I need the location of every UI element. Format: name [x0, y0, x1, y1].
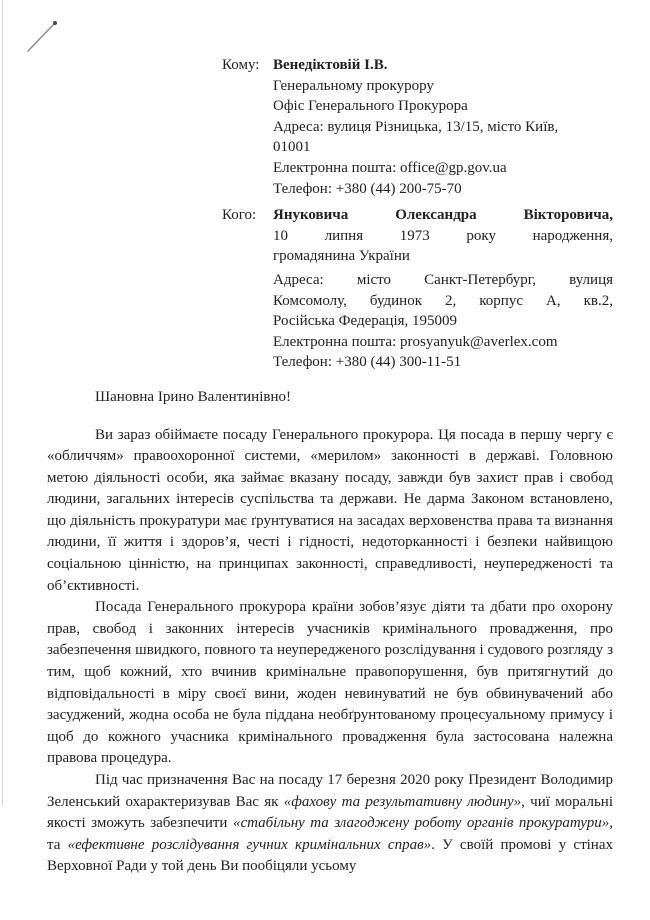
recipient-to-content	[273, 55, 613, 199]
recipient-to-label: Кому:	[222, 57, 260, 73]
paragraph-3-quote-3: «ефективне розслідування гучних кримінальних справ»	[67, 836, 432, 853]
sender-from-address1: Адреса: місто Санкт-Петербург, вулиця	[273, 271, 613, 288]
sender-from-address3: Російська Федерація, 195009	[273, 313, 458, 330]
paragraph-2: Посада Генерального прокурора країни зобов’язує діяти та дбати про охорону прав, свобод і законних інтересів учасників кримінального провадження, про забезпечення швидкого, повного та неупередженого розслідування і судового розгляду з тим, щоб кожний, хто вчинив кримінальне правопорушення, був притягнутий до відповідальності в міру своєї вини, жоден невинуватий не був обвинувачений або засуджений, жодна особа не була піддана необґрунтованому процесуальному примусу і щоб до кожного учасника кримінального провадження була застосована належна правова процедура.	[47, 599, 613, 767]
sender-from-label: Кого:	[222, 207, 257, 224]
sender-from-phone: Телефон: +380 (44) 300-11-51	[273, 354, 462, 371]
paragraph-3-text-3: , та	[47, 815, 613, 853]
recipient-to-email: Електронна пошта: office@gp.gov.ua	[273, 159, 507, 176]
paragraph-3-text-2: , чиї моральні якості зможуть забезпечити	[47, 793, 613, 832]
letter-body	[47, 55, 613, 878]
paragraph-3-text-1: Під час призначення Вас на посаду 17 березня 2020 року Президент Володимир Зеленський охарактеризував Вас як	[47, 772, 613, 810]
recipient-to-address1: Адреса: вулиця Різницька, 13/15, місто Київ,	[273, 118, 559, 135]
recipient-to-org1: Генеральному прокурору	[273, 77, 434, 94]
paragraph-3	[47, 770, 613, 878]
recipient-to-address2: 01001	[273, 139, 311, 156]
paragraph-3-quote-1: «фахову та результативну людину»	[283, 793, 522, 810]
sender-from-name: Януковича Олександра Вікторовича,	[273, 207, 613, 224]
sender-from-block	[222, 205, 613, 373]
scan-edge-artifact	[2, 0, 3, 806]
recipient-to-block	[222, 55, 613, 199]
sender-from-address2: Комсомолу, будинок 2, корпус А, кв.2,	[273, 292, 613, 309]
salutation: Шановна Ірино Валентинівно!	[95, 388, 291, 405]
sender-from-birth1: 10 липня 1973 року народження,	[273, 227, 613, 244]
recipient-to-name: Венедіктовій І.В.	[273, 57, 388, 73]
sender-from-birth2: громадянина України	[273, 248, 410, 265]
paragraph-3-text-4: . У своїй промові у стінах Верховної Ради у той день Ви пообіцяли усьому	[47, 836, 613, 875]
recipient-to-phone: Телефон: +380 (44) 200-75-70	[273, 180, 462, 197]
paragraph-3-quote-2: «стабільну та злагоджену роботу органів прокуратури»	[232, 815, 610, 832]
paragraph-1: Ви зараз обіймаєте посаду Генерального прокурора. Ця посада в першу чергу є «обличчям» правоохоронної системи, «мерилом» законності в державі. Головною метою діяльності особи, яка займає вказану посаду, завжди був захист прав і свобод людини, загальних інтересів суспільства та держави. Не дарма Законом встановлено, що діяльність прокуратури має ґрунтуватися на засадах верховенства права та визнання людини, її життя і здоров’я, честі і гідності, недоторканності і безпеки найвищою соціальною цінністю, на принципах законності, справедливості, неупередженості та об’єктивності.	[47, 426, 613, 594]
sender-from-email: Електронна пошта: prosyanyuk@averlex.com	[273, 333, 558, 350]
sender-from-content	[273, 205, 613, 373]
recipient-to-org2: Офіс Генерального Прокурора	[273, 98, 468, 115]
